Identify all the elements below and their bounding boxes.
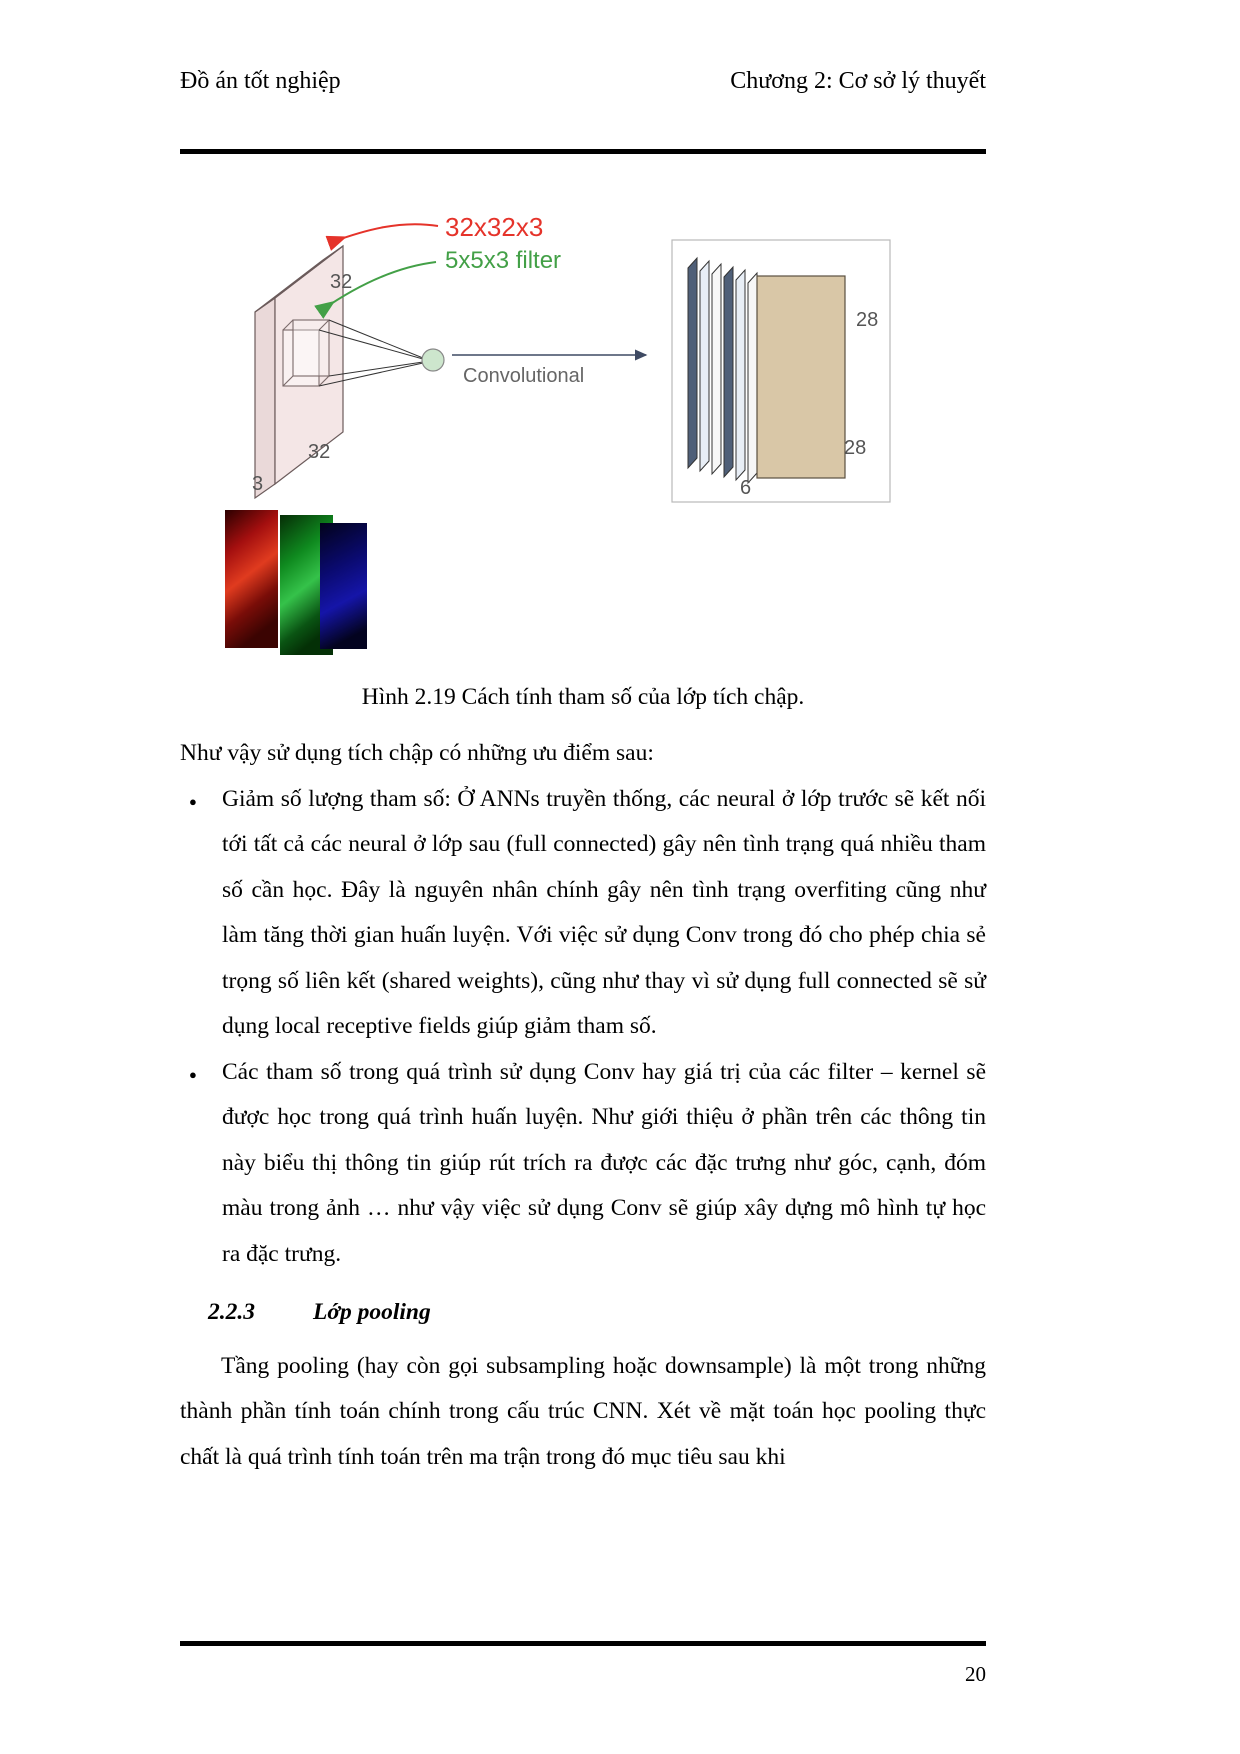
- neuron: [422, 349, 444, 371]
- channel-image-red: [225, 510, 278, 648]
- figure-convolution-diagram: [180, 212, 986, 673]
- input-size-label: 32x32x3: [445, 212, 544, 242]
- header-rule: [180, 149, 986, 154]
- output-width-label: 28: [844, 437, 867, 459]
- channel-image-blue: [320, 523, 367, 649]
- output-depth-label: 6: [740, 477, 752, 499]
- body-content: [180, 731, 986, 1480]
- page-number: 20: [965, 1662, 986, 1686]
- input-depth-label: 3: [252, 473, 264, 495]
- figure-caption: Hình 2.19 Cách tính tham số của lớp tích chập.: [361, 684, 805, 710]
- bullet-item-1: ● Giảm số lượng tham số: Ở ANNs truyền thống, các neural ở lớp trước sẽ kết nối tới tất cả các neural ở lớp sau (full connected) gây nên tình trạng quá nhiều tham số cần học. Đây là nguyên nhân chính gây nên tình trạng overfiting cũng như làm tăng thời gian huấn luyện. Với việc sử dụng Conv trong đó cho phép chia sẻ trọng số liên kết (shared weights), cũng như thay vì sử dụng full connected sẽ sử dụng local receptive fields giúp giảm tham số.: [180, 777, 986, 1050]
- header-left: Đồ án tốt nghiệp: [180, 68, 341, 94]
- bullet-item-2: ● Các tham số trong quá trình sử dụng Conv hay giá trị của các filter – kernel sẽ được học trong quá trình huấn luyện. Như giới thiệu ở phần trên các thông tin này biểu thị thông tin giúp rút trích ra được các đặc trưng như góc, cạnh, đóm màu trong ảnh … như vậy việc sử dụng Conv sẽ giúp xây dựng mô hình tự học ra đặc trưng.: [180, 1050, 986, 1278]
- section-heading: [208, 1290, 986, 1336]
- conv-arrow-label: Convolutional: [463, 365, 585, 387]
- footer-rule: [180, 1641, 986, 1646]
- output-volume: [672, 240, 890, 502]
- section-title: Lớp pooling: [313, 1299, 431, 1325]
- channel-images: [225, 510, 367, 655]
- convolution-diagram-svg: [180, 212, 986, 668]
- section-number: 2.2.3: [208, 1299, 255, 1325]
- input-size-arrow: [332, 224, 438, 242]
- input-height-label: 32: [308, 441, 331, 463]
- intro-paragraph: Như vậy sử dụng tích chập có những ưu điểm sau:: [180, 740, 654, 766]
- header-right: Chương 2: Cơ sở lý thuyết: [730, 68, 986, 94]
- pooling-paragraph: Tầng pooling (hay còn gọi subsampling hoặc downsample) là một trong những thành phần tính toán chính trong cấu trúc CNN. Xét về mặt toán học pooling thực chất là quá trình tính toán trên ma trận trong đó mục tiêu sau khi: [180, 1352, 986, 1470]
- output-height-label: 28: [856, 309, 879, 331]
- conv-filter: [283, 320, 329, 386]
- filter-size-label: 5x5x3 filter: [445, 247, 562, 274]
- input-width-label: 32: [330, 271, 353, 293]
- page-header: [180, 68, 986, 95]
